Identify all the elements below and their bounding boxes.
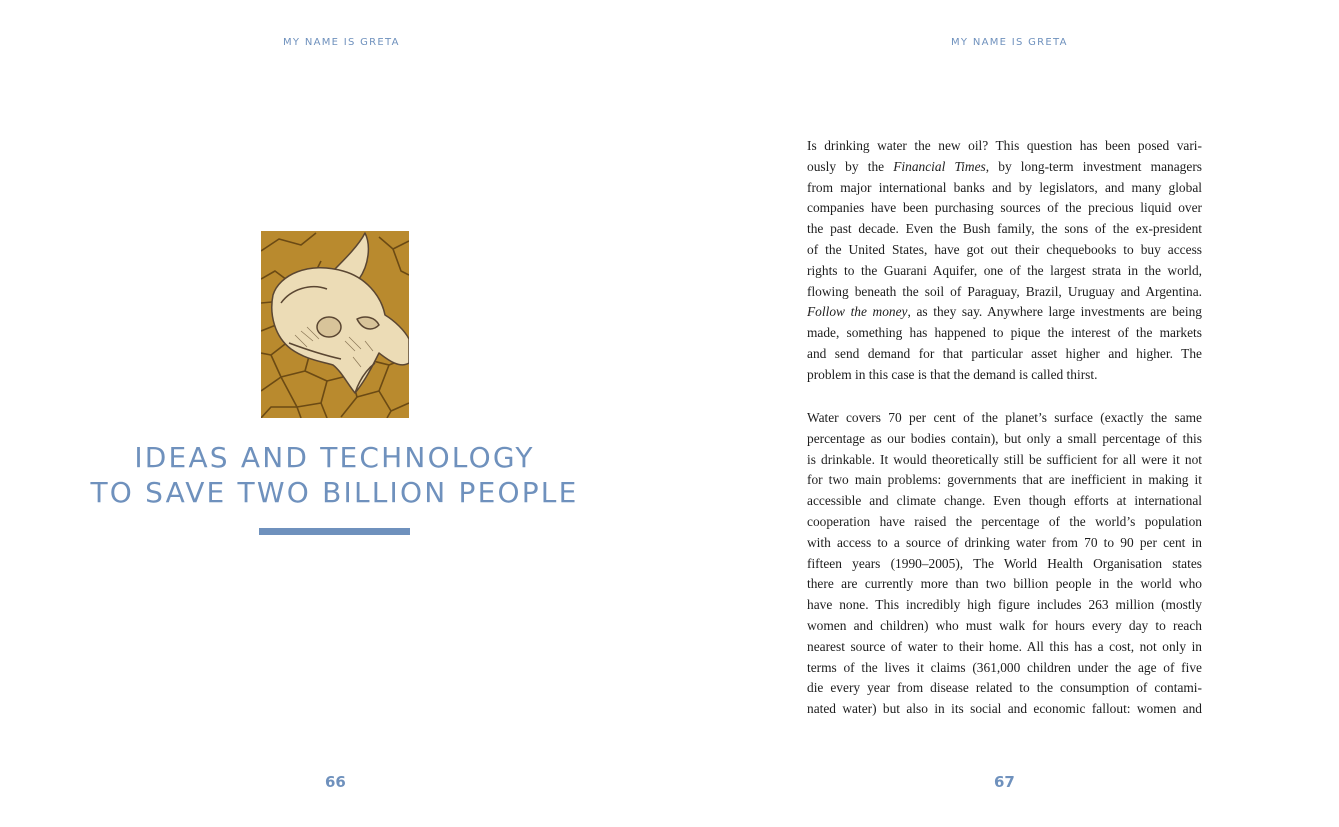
text-line: percentage as our bodies contain), but only a small percentage of this [807, 430, 1202, 446]
title-underline-rule [259, 528, 410, 535]
text-line: is drinkable. It would theoretically still be sufficient for all were it not [807, 451, 1202, 467]
text-line: rights to the Guarani Aquifer, one of the largest strata in the world, [807, 262, 1202, 278]
text-line: fifteen years (1990–2005), The World Health Organisation states [807, 555, 1202, 571]
left-page [0, 0, 669, 827]
text-line: made, something has happened to pique the interest of the markets [807, 325, 1202, 341]
italic-publication-name: Financial Times [893, 158, 986, 174]
running-head-left: MY NAME IS GRETA [283, 37, 400, 48]
text-line: and send demand for that particular asset higher and higher. The [807, 345, 1202, 361]
running-head-right: MY NAME IS GRETA [951, 37, 1068, 48]
text-line: terms of the lives it claims (361,000 children under the age of five [807, 659, 1202, 675]
text-line: there are currently more than two billion people in the world who [807, 576, 1202, 592]
text-line: cooperation have raised the percentage of the world’s population [807, 513, 1202, 529]
body-paragraph-2 [807, 408, 1202, 720]
text-line: companies have been purchasing sources of the precious liquid over [807, 200, 1202, 216]
text-line: flowing beneath the soil of Paraguay, Brazil, Uruguay and Argentina. [807, 283, 1202, 299]
text-line: die every year from disease related to the consumption of contami- [807, 680, 1202, 696]
text-line: of the United States, have got out their chequebooks to buy access [807, 241, 1202, 257]
italic-phrase: Follow the money [807, 304, 908, 320]
chapter-title [0, 440, 669, 510]
text-line: for two main problems: governments that are inefficient in making it [807, 472, 1202, 488]
text-line: ously by the Financial Times, by long-term investment managers [807, 158, 1202, 174]
text-line: Follow the money, as they say. Anywhere large investments are being [807, 304, 1202, 320]
text-line: nearest source of water to their home. All this has a cost, not only in [807, 638, 1202, 654]
chapter-title-line: IDEAS AND TECHNOLOGY [134, 441, 535, 474]
text-line: women and children) who must walk for hours every day to reach [807, 617, 1202, 633]
animal-skull-illustration-icon [261, 231, 409, 418]
right-page [669, 0, 1339, 827]
text-line: have none. This incredibly high figure includes 263 million (mostly [807, 597, 1202, 613]
page-number-left: 66 [325, 773, 346, 791]
text-line: nated water) but also in its social and economic fallout: women and [807, 701, 1202, 717]
text-line: with access to a source of drinking water from 70 to 90 per cent in [807, 534, 1202, 550]
text-line: accessible and climate change. Even though efforts at international [807, 493, 1202, 509]
page-number-right: 67 [994, 773, 1015, 791]
text-line: Water covers 70 per cent of the planet’s surface (exactly the same [807, 410, 1202, 425]
text-line: problem in this case is that the demand is called thirst. [807, 366, 1098, 382]
text-line: Is drinking water the new oil? This question has been posed vari- [807, 138, 1202, 153]
chapter-title-line: TO SAVE TWO BILLION PEOPLE [90, 476, 579, 509]
text-line: from major international banks and by legislators, and many global [807, 179, 1202, 195]
body-paragraph-1 [807, 136, 1202, 386]
text-line: the past decade. Even the Bush family, the sons of the ex-president [807, 221, 1202, 237]
